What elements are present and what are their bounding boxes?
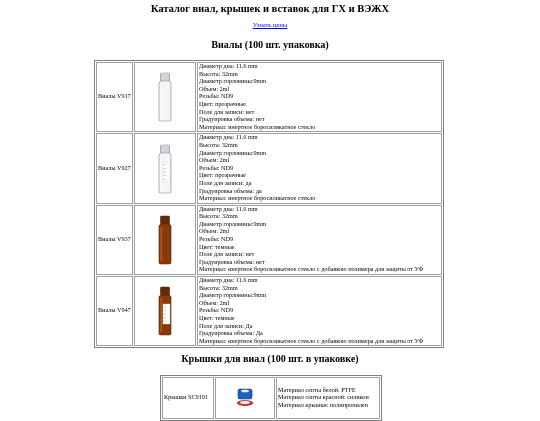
product-image-cell: [134, 62, 196, 132]
spec-line: Материал: инертное боросиликатное стекло с добавкою полимера для защиты от УФ: [199, 266, 424, 274]
spec-line: Цвет: прозрачные: [199, 100, 246, 108]
spec-line: Объем: 2ml: [199, 157, 230, 165]
spec-line: Градуировка объема: нет: [199, 116, 265, 124]
spec-line: Объем: 2ml: [199, 299, 230, 307]
vial-image: [157, 215, 173, 265]
spec-line: Резьбы: ND9: [199, 93, 234, 101]
spec-line: Диаметр горловины:9mm: [199, 78, 267, 86]
spec-line: Материал крышки: полипропилен: [278, 401, 368, 409]
spec-line: Диаметр дна: 11.6 mm: [199, 277, 258, 285]
table-row: [96, 205, 442, 275]
spec-line: Градуировка объема: Да: [199, 330, 263, 338]
spec-line: Материал: инертное боросиликатное стекло с добавкою полимера для защиты от УФ: [199, 337, 424, 345]
spec-line: Высота: 32mm: [199, 213, 238, 221]
vials-section-title: Виалы (100 шт. упаковка): [211, 40, 329, 51]
product-image-cell: [215, 377, 275, 419]
caps-section-title: Крышки для виал (100 шт. в упаковке): [181, 354, 359, 365]
product-specs: [197, 205, 442, 275]
spec-line: Поле для записи: Да: [199, 322, 253, 330]
spec-line: Поле для записи: нет: [199, 108, 255, 116]
product-specs: [197, 62, 442, 132]
spec-line: Цвет: прозрачные: [199, 172, 246, 180]
spec-line: Материал: инертное боросиликатное стекло: [199, 195, 316, 203]
product-image-cell: [134, 205, 196, 275]
spec-line: Резьбы: ND9: [199, 164, 234, 172]
spec-line: Материал: инертное боросиликатное стекло: [199, 123, 316, 131]
spec-line: Высота: 32mm: [199, 70, 238, 78]
product-specs: [197, 276, 442, 346]
spec-line: Диаметр дна: 11.6 mm: [199, 63, 258, 70]
vial-image: [157, 144, 173, 194]
product-name: Виалы V917: [96, 62, 133, 132]
spec-line: Диаметр горловины:9mm: [199, 220, 267, 228]
vials-table: [94, 60, 444, 348]
product-name: Крышки SC9191: [162, 377, 214, 419]
table-row: [96, 62, 442, 132]
table-row: [96, 276, 442, 346]
spec-line: Объем: 2ml: [199, 85, 230, 93]
spec-line: Резьбы: ND9: [199, 236, 234, 244]
vial-image: [157, 72, 173, 122]
table-row: [96, 133, 442, 203]
spec-line: Поле для записи: да: [199, 179, 252, 187]
spec-line: Градуировка объема: да: [199, 187, 262, 195]
prices-link[interactable]: Узнать цены: [252, 22, 288, 29]
cap-image: [235, 387, 255, 409]
product-name: Виалы V927: [96, 133, 133, 203]
product-specs: [197, 133, 442, 203]
spec-line: Цвет: темные: [199, 243, 235, 251]
vial-image: [157, 286, 173, 336]
spec-line: Диаметр горловины:9mm: [199, 149, 267, 157]
spec-line: Резьбы: ND9: [199, 307, 234, 315]
spec-line: Материал септы белой: PTFE: [278, 386, 356, 394]
spec-line: Диаметр дна: 11.6 mm: [199, 205, 258, 213]
page-title: Каталог виал, крышек и вставок для ГХ и ВЭЖХ: [150, 4, 390, 15]
product-image-cell: [134, 133, 196, 203]
product-name: Виалы V937: [96, 205, 133, 275]
spec-line: Градуировка объема: нет: [199, 258, 265, 266]
product-name: Виалы V947: [96, 276, 133, 346]
spec-line: Поле для записи: нет: [199, 251, 255, 259]
spec-line: Высота: 32mm: [199, 141, 238, 149]
spec-line: Диаметр горловины:9mm: [199, 292, 267, 300]
spec-line: Материал септы красной: силикон: [278, 394, 369, 402]
caps-table: [160, 375, 382, 421]
table-row: [162, 377, 380, 419]
spec-line: Диаметр дна: 11.6 mm: [199, 134, 258, 142]
spec-line: Цвет: темные: [199, 315, 235, 322]
spec-line: Объем: 2ml: [199, 228, 230, 236]
product-specs: [276, 377, 380, 419]
product-image-cell: [134, 276, 196, 346]
spec-line: Высота: 32mm: [199, 284, 238, 292]
